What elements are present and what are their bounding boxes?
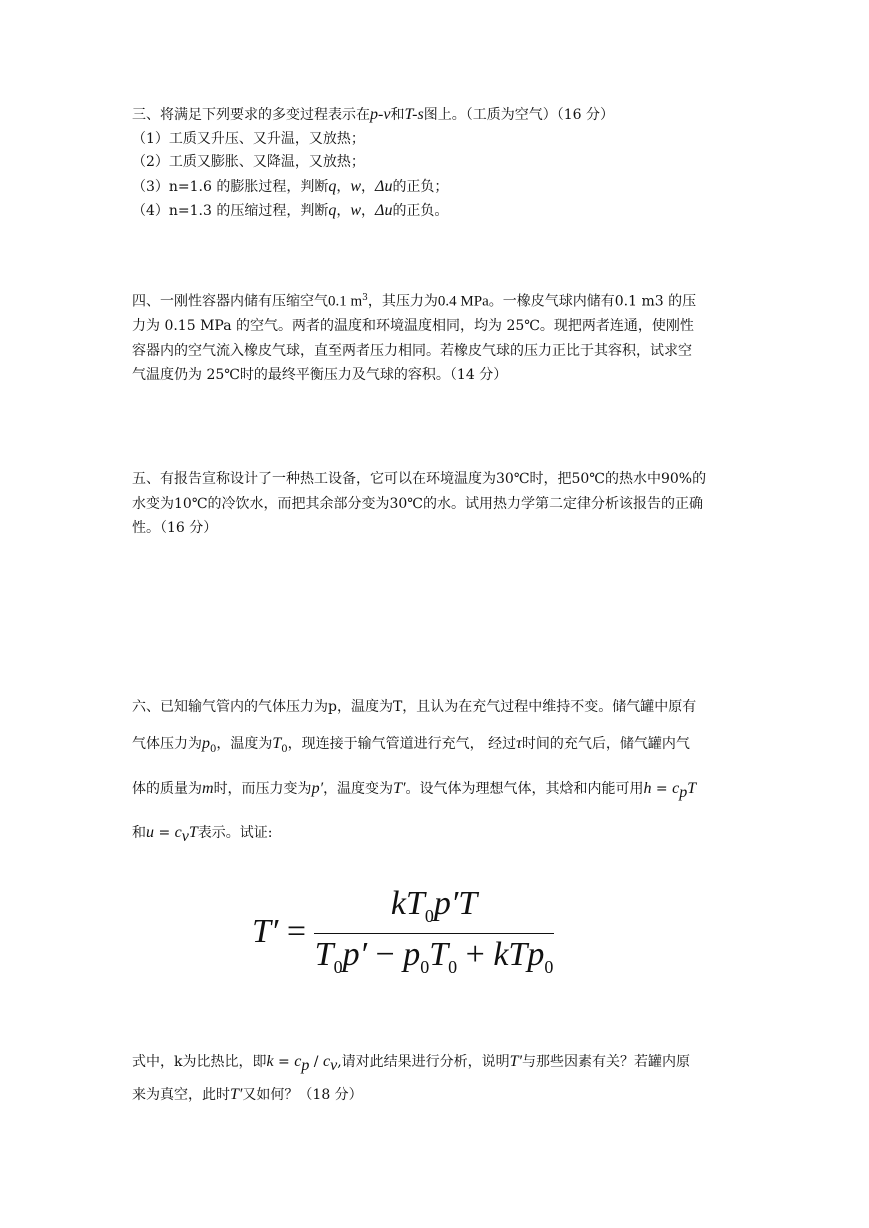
formula-numerator: $kT_0p'T$	[390, 885, 478, 926]
q3-title-tail: 图上。（工质为空气）（16 分）	[423, 107, 614, 123]
question-3	[132, 103, 742, 224]
subscript-p: p	[301, 1056, 310, 1074]
subscript-v: v	[330, 1056, 338, 1074]
w-symbol: w	[350, 202, 362, 219]
comma: ,	[337, 1054, 342, 1070]
separator: ，	[361, 203, 376, 219]
q-symbol: q	[328, 202, 337, 219]
q6-line-3-text: 体的质量为	[132, 781, 202, 797]
q5-line-1: 五、有报告宣称设计了一种热工设备，它可以在环境温度为30℃时，把50℃的热水中90%的	[132, 471, 707, 487]
q6-line-2-mid2: ，现连接于输气管道进行充气， 经过	[287, 736, 517, 752]
q6-line-3-mid: 时，而压力变为	[213, 781, 312, 797]
q6-line-2-mid: ，温度为	[216, 736, 273, 752]
prime-symbol: ′	[401, 780, 406, 797]
q3-title	[132, 103, 742, 128]
h-symbol: h	[643, 780, 652, 797]
formula-denominator: $T_0p' - p_0T_0 + kTp_0$	[314, 936, 554, 977]
q5-line-3: 性。（16 分）	[132, 520, 218, 536]
subscript-v: v	[181, 827, 189, 845]
q6-after-2-tail: 又如何？（18 分）	[242, 1087, 363, 1103]
q3-item-4-end: 的正负。	[392, 203, 449, 219]
question-6-line-2	[132, 732, 742, 761]
question-6-after-1	[132, 1050, 742, 1077]
t-symbol: T	[272, 735, 282, 752]
question-6-line-3	[132, 777, 742, 804]
q6-line-1-text: 六、已知输气管内的气体压力为p，温度为T，且认为在充气过程中维持不变。储气罐中原有	[132, 699, 697, 715]
p-symbol: p	[202, 735, 210, 752]
q-symbol: q	[328, 177, 337, 195]
separator: ，	[361, 178, 376, 195]
q4-line-2: 力为 0.15 MPa 的空气。两者的温度和环境温度相同，均为 25℃。现把两者连通，使刚性	[132, 318, 694, 335]
q4-line-1-tail: 。一橡皮气球内储有0.1 m3 的压	[488, 293, 697, 310]
q4-volume-exponent: 3	[362, 293, 368, 303]
q3-pv-symbol: p-v	[370, 106, 391, 123]
k-symbol: k	[266, 1053, 274, 1070]
q4-line-3: 容器内的空气流入橡皮气球，直至两者压力相同。若橡皮气球的压力正比于其容积，试求空	[132, 342, 692, 359]
slash: /	[309, 1054, 323, 1070]
q4-line-1-text: 四、一刚性容器内储有压缩空气	[132, 293, 328, 310]
q6-line-2-tail: 时间的充气后，储气罐内气	[521, 736, 690, 752]
q3-item-4	[132, 199, 742, 224]
u-symbol: u	[146, 824, 154, 841]
q3-item-2: （2）工质又膨胀、又降温，又放热；	[132, 154, 365, 170]
q6-line-2-text: 气体压力为	[132, 736, 202, 752]
c-symbol: c	[174, 824, 182, 841]
t-symbol: T	[188, 824, 198, 841]
q6-line-4-text: 和	[132, 825, 146, 841]
t-symbol: T	[509, 1053, 519, 1070]
q6-line-3-mid3: 。设气体为理想气体，其焓和内能可用	[405, 781, 644, 797]
equals-sign: =	[154, 825, 175, 841]
q6-after-tail: 与那些因素有关？若罐内原	[522, 1054, 691, 1070]
prime-symbol: ′	[518, 1053, 523, 1070]
q4-volume: 0.1 m	[328, 293, 363, 310]
subscript-0: 0	[281, 743, 288, 755]
prime-symbol: ′	[319, 780, 324, 797]
question-6-after-2	[132, 1083, 742, 1108]
c-symbol: c	[672, 780, 680, 797]
q3-item-3-end: 的正负；	[392, 178, 449, 195]
p-symbol: p	[311, 780, 320, 797]
c-symbol: c	[294, 1053, 302, 1070]
t-symbol: T	[687, 780, 697, 797]
m-symbol: m	[202, 780, 214, 797]
t-symbol: T	[393, 780, 402, 797]
q4-line-1	[132, 286, 742, 314]
question-4	[132, 286, 742, 388]
q3-ts-symbol: T-s	[404, 106, 424, 123]
formula	[252, 885, 562, 985]
q6-after-2-text: 来为真空，此时	[132, 1087, 230, 1103]
equals-sign: =	[273, 1054, 295, 1070]
q3-item-4-text: （4）n=1.3 的压缩过程，判断	[132, 203, 329, 219]
q4-line-1-mid: ，其压力为	[367, 293, 438, 310]
q4-line-4: 气温度仍为 25℃时的最终平衡压力及气球的容积。（14 分）	[132, 367, 508, 384]
q6-after-mid: 请对此结果进行分析，说明	[341, 1054, 510, 1070]
tau-symbol: τ	[516, 735, 522, 752]
formula-fraction	[314, 885, 554, 978]
question-6-line-4	[132, 821, 742, 848]
q6-after-text: 式中，k为比热比，即	[132, 1054, 267, 1070]
formula-lhs: T′ =	[252, 913, 307, 950]
prime-symbol: ′	[238, 1086, 243, 1103]
q4-pressure: 0.4 MPa	[437, 293, 489, 310]
question-5	[132, 467, 742, 541]
question-6-line-1	[132, 696, 742, 720]
du-symbol: Δu	[375, 177, 393, 195]
equals-sign: =	[651, 781, 673, 797]
c-symbol: c	[322, 1053, 331, 1070]
fraction-bar	[314, 933, 554, 934]
q3-title-and: 和	[390, 107, 405, 123]
separator: ，	[336, 178, 351, 195]
q5-line-2: 水变为10℃的冷饮水，而把其余部分变为30℃的水。试用热力学第二定律分析该报告的正确	[132, 495, 703, 512]
subscript-0: 0	[210, 743, 217, 755]
q6-line-3-mid2: ，温度变为	[323, 781, 394, 797]
q3-item-1: （1）工质又升压、又升温，又放热；	[132, 130, 365, 147]
q3-item-3-text: （3）n=1.6 的膨胀过程，判断	[132, 178, 329, 195]
w-symbol: w	[350, 177, 362, 195]
q6-line-4-tail: 表示。试证:	[197, 825, 273, 841]
q3-item-3	[132, 175, 742, 200]
separator: ，	[336, 203, 351, 219]
t-symbol: T	[230, 1086, 239, 1103]
subscript-p: p	[679, 783, 688, 801]
q3-title-text: 三、将满足下列要求的多变过程表示在	[132, 107, 370, 123]
du-symbol: Δu	[375, 202, 393, 219]
